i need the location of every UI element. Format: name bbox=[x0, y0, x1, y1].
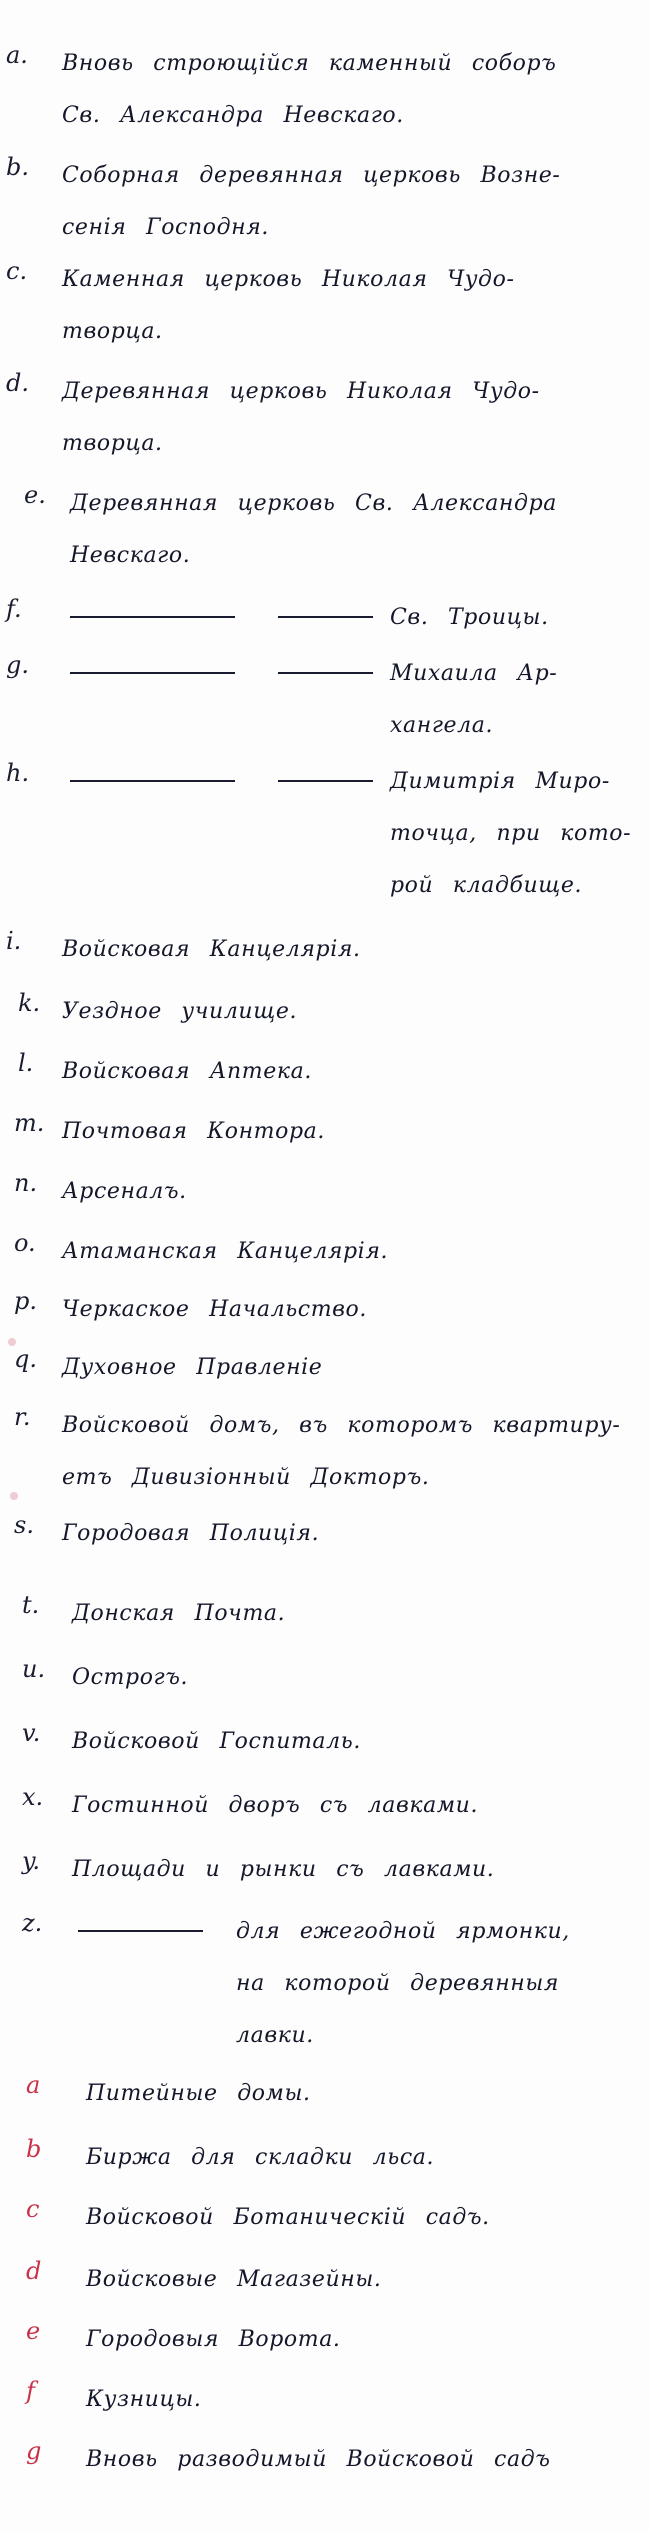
entry-letter: o. bbox=[14, 1229, 36, 1257]
entry-letter: a bbox=[26, 2071, 41, 2099]
entry-letter: x. bbox=[22, 1783, 44, 1811]
entry-letter: p. bbox=[14, 1287, 37, 1315]
entry-text: Черкаское Начальство. bbox=[62, 1297, 367, 1322]
entry-letter: b bbox=[26, 2135, 42, 2163]
entry-text: Кузницы. bbox=[86, 2387, 202, 2412]
entry-text: Гостинной дворъ съ лавками. bbox=[72, 1793, 479, 1818]
ditto-dash-right bbox=[278, 672, 373, 674]
entry-letter: u. bbox=[22, 1655, 46, 1683]
entry-letter: n. bbox=[14, 1169, 38, 1197]
entry-text: Войсковой Ботаническій садъ. bbox=[86, 2205, 490, 2230]
entry-text: Биржа для складки льса. bbox=[86, 2145, 435, 2170]
entry-text: Острогъ. bbox=[72, 1665, 189, 1690]
entry-text: Деревянная церковь Николая Чудо- творца. bbox=[62, 379, 540, 456]
entry-text: Донская Почта. bbox=[72, 1601, 286, 1626]
entry-text: Войсковая Аптека. bbox=[62, 1059, 312, 1084]
entry-text: Арсеналъ. bbox=[62, 1179, 187, 1204]
entry-letter: e bbox=[26, 2317, 41, 2345]
entry-text: Войсковой Госпиталь. bbox=[72, 1729, 361, 1754]
entry-letter: s. bbox=[14, 1511, 34, 1539]
entry-letter: v. bbox=[22, 1719, 41, 1747]
ditto-dash bbox=[78, 1930, 203, 1932]
entry-letter: b. bbox=[6, 153, 29, 181]
entry-text: Деревянная церковь Св. Александра Невскаго. bbox=[70, 491, 557, 568]
paper-stain-mark bbox=[10, 1492, 18, 1500]
ditto-dash-right bbox=[278, 780, 373, 782]
paper-stain-mark bbox=[8, 1338, 16, 1346]
ditto-dash-left bbox=[70, 616, 235, 618]
ditto-dash-left bbox=[70, 780, 235, 782]
entry-text: Войсковые Магазейны. bbox=[86, 2267, 382, 2292]
entry-text: Михаила Ар- хангела. bbox=[390, 661, 558, 738]
entry-letter: r. bbox=[14, 1403, 31, 1431]
entry-text: Каменная церковь Николая Чудо- творца. bbox=[62, 267, 515, 344]
ditto-dash-left bbox=[70, 672, 235, 674]
entry-text: Вновь разводимый Войсковой садъ bbox=[86, 2447, 551, 2472]
entry-letter: c. bbox=[6, 257, 28, 285]
ditto-dash-right bbox=[278, 616, 373, 618]
entry-letter: a. bbox=[6, 41, 28, 69]
entry-text: Городовыя Ворота. bbox=[86, 2327, 341, 2352]
entry-letter: m. bbox=[14, 1109, 45, 1137]
entry-text: Духовное Правленіе bbox=[62, 1355, 323, 1380]
entry-text: Димитрія Миро- точца, при кото- рой кладбище. bbox=[390, 769, 632, 898]
entry-text: Почтовая Контора. bbox=[62, 1119, 325, 1144]
entry-letter: d. bbox=[6, 369, 29, 397]
entry-letter: i. bbox=[6, 927, 22, 955]
entry-text: Св. Троицы. bbox=[390, 605, 549, 630]
entry-letter: g bbox=[26, 2437, 42, 2465]
entry-text: для ежегодной ярмонки, на которой деревянныя лавки. bbox=[236, 1919, 570, 2048]
entry-text: Атаманская Канцелярія. bbox=[62, 1239, 389, 1264]
entry-text: Войсковой домъ, въ которомъ квартиру- етъ Дивизіонный Докторъ. bbox=[62, 1413, 621, 1490]
entry-letter: e. bbox=[24, 481, 46, 509]
entry-text: Вновь строющійся каменный соборъ Св. Александра Невскаго. bbox=[62, 51, 557, 128]
entry-text: Войсковая Канцелярія. bbox=[62, 937, 361, 962]
entry-letter: d bbox=[26, 2257, 42, 2285]
entry-letter: q. bbox=[14, 1345, 37, 1373]
entry-letter: y. bbox=[22, 1847, 40, 1875]
entry-letter: f bbox=[26, 2377, 35, 2405]
entry-letter: t. bbox=[22, 1591, 40, 1619]
entry-text: Городовая Полиція. bbox=[62, 1521, 320, 1546]
entry-text: Соборная деревянная церковь Возне- сенія Господня. bbox=[62, 163, 561, 240]
entry-letter: z. bbox=[22, 1909, 43, 1937]
entry-letter: f. bbox=[6, 595, 22, 623]
entry-text: Площади и рынки съ лавками. bbox=[72, 1857, 495, 1882]
entry-letter: c bbox=[26, 2195, 40, 2223]
entry-letter: l. bbox=[18, 1049, 34, 1077]
entry-letter: h. bbox=[6, 759, 30, 787]
entry-letter: k. bbox=[18, 989, 41, 1017]
entry-text: Питейные домы. bbox=[86, 2081, 311, 2106]
entry-letter: g. bbox=[6, 651, 29, 679]
entry-text: Уездное училище. bbox=[62, 999, 298, 1024]
